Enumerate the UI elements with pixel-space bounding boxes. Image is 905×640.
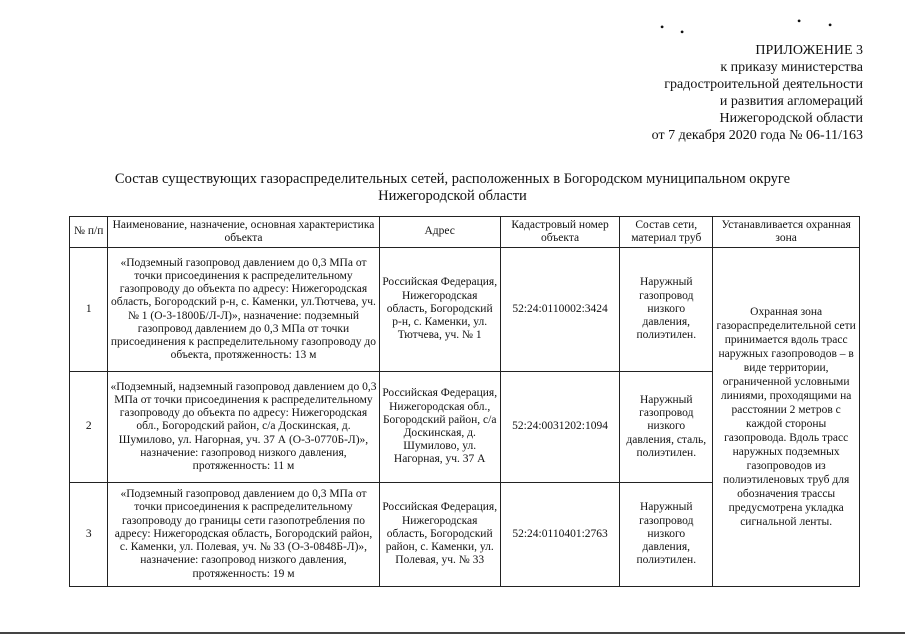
row-address: Российская Федерация, Нижегородская обл., Богородский район, с/а Доскинская, д. Шумилово, ул. Нагорная, уч. 37 А [379,372,500,483]
page-bottom-edge [0,632,905,634]
table-header-row [70,217,860,248]
title-line-2: Нижегородской области [378,188,527,204]
row-num: 3 [70,483,108,587]
title-line-1: Состав существующих газораспределительных сетей, расположенных в Богородском муниципальном округе [114,171,791,187]
header-network: Состав сети, материал труб [620,217,713,248]
appendix-line: к приказу министерства [720,60,863,75]
row-num: 2 [70,372,108,483]
row-network: Наружный газопровод низкого давления, полиэтилен. [620,248,713,372]
appendix-line: и развития агломераций [719,94,863,109]
header-address: Адрес [379,217,500,248]
appendix-line: Нижегородской области [719,111,863,126]
header-cadastral: Кадастровый номер объекта [500,217,619,248]
row-name: «Подземный газопровод давлением до 0,3 МПа от точки присоединения к распределительному газопроводу до границы сети газопотребления по адресу: Нижегородская область, Богородский район, с. Каменки, ул. Полевая, уч. № 33 (О-3-0848Б-Л)», назначение: газопровод низкого давления, протяженность: 19 м [108,483,379,587]
header-num: № п/п [70,217,108,248]
gas-network-table [69,216,860,587]
row-name: «Подземный, надземный газопровод давлением до 0,3 МПа от точки присоединения к распределительному газопроводу до объекта по адресу: Нижегородская обл., Богородский район, с/а Доскинская, д. Шумилово, ул. Нагорная, уч. 37 А (О-3-0770Б-Л)», назначение: газопровод низкого давления, протяженность: 11 м [108,372,379,483]
protection-zone-cell: Охранная зона газораспределительной сети принимается вдоль трасс наружных газопроводов – в виде территории, ограниченной условными линиями, проходящими на расстоянии 2 метров с каждой стороны газопровода. Вдоль трасс наружных подземных газопроводов из полиэтиленовых труб для обозначения трассы предусмотрена укладка сигнальной ленты. [713,248,860,587]
row-cadastral: 52:24:0031202:1094 [500,372,619,483]
row-name: «Подземный газопровод давлением до 0,3 МПа от точки присоединения к распределительному газопроводу до объекта по адресу: Нижегородская область, Богородский р-н, с. Каменки, ул.Тютчева, уч. № 1 (О-3-1800Б/Л-Л)», назначение: подземный газопровод давлением до 0,3 МПа от точки присоединения к распределительному газопроводу до объекта, протяженность: 13 м [108,248,379,372]
row-network: Наружный газопровод низкого давления, полиэтилен. [620,483,713,587]
appendix-line: от 7 декабря 2020 года № 06-11/163 [651,128,863,143]
appendix-line: ПРИЛОЖЕНИЕ 3 [755,43,863,58]
header-name: Наименование, назначение, основная характеристика объекта [108,217,379,248]
table-row [70,248,860,372]
row-address: Российская Федерация, Нижегородская область, Богородский р-н, с. Каменки, ул. Тютчева, уч. № 1 [379,248,500,372]
row-cadastral: 52:24:0110401:2763 [500,483,619,587]
header-zone: Устанавливается охранная зона [713,217,860,248]
appendix-header [652,42,863,144]
row-network: Наружный газопровод низкого давления, сталь, полиэтилен. [620,372,713,483]
appendix-line: градостроительной деятельности [664,77,863,92]
document-title [60,171,845,205]
row-address: Российская Федерация, Нижегородская область, Богородский район, с. Каменки, ул. Полевая, уч. № 33 [379,483,500,587]
row-num: 1 [70,248,108,372]
row-cadastral: 52:24:0110002:3424 [500,248,619,372]
